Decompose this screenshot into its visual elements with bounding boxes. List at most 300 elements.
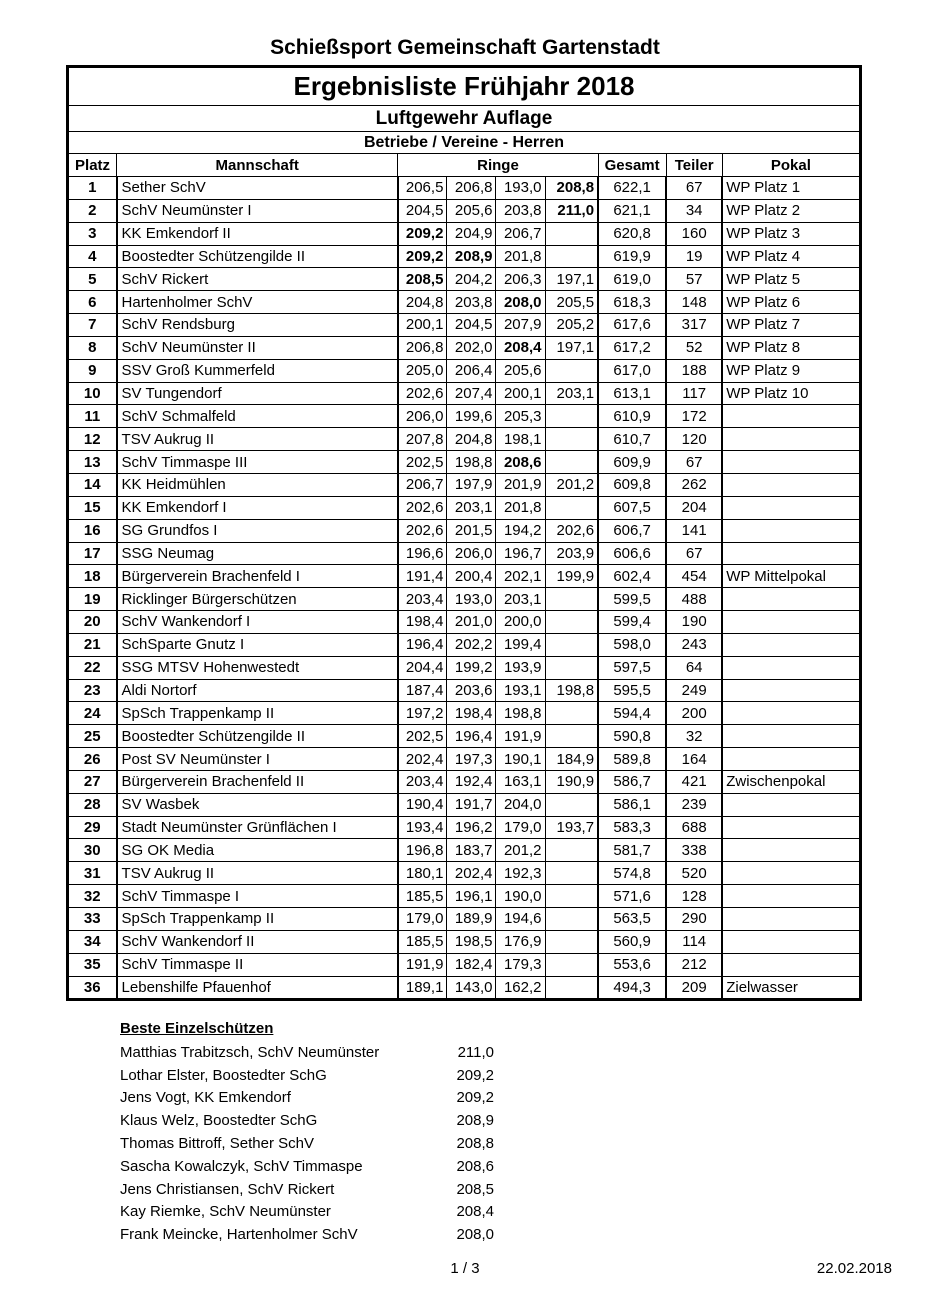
table-row: [68, 336, 861, 359]
ringe-cell-4: [545, 976, 598, 1000]
ringe-cell-3: 196,7: [496, 542, 545, 565]
pokal-cell: WP Platz 9: [722, 359, 860, 382]
ringe-cell-3: 203,1: [496, 588, 545, 611]
teiler-cell: 52: [666, 336, 722, 359]
teiler-cell: 212: [666, 953, 722, 976]
ringe-cell-1: 207,8: [398, 428, 447, 451]
ringe-cell-2: 193,0: [447, 588, 496, 611]
teiler-cell: 160: [666, 222, 722, 245]
shooter-name: Thomas Bittroff, Sether SchV: [120, 1135, 314, 1153]
table-row: [68, 748, 861, 771]
pokal-cell: [722, 656, 860, 679]
ringe-cell-1: 202,6: [398, 496, 447, 519]
ringe-cell-2: 196,2: [447, 816, 496, 839]
table-row: [68, 930, 861, 953]
pokal-cell: WP Mittelpokal: [722, 565, 860, 588]
ringe-cell-3: 208,0: [496, 291, 545, 314]
team-cell: SSV Groß Kummerfeld: [117, 359, 398, 382]
teiler-cell: 19: [666, 245, 722, 268]
pokal-cell: WP Platz 3: [722, 222, 860, 245]
team-cell: Bürgerverein Brachenfeld I: [117, 565, 398, 588]
pokal-cell: [722, 885, 860, 908]
ringe-cell-1: 203,4: [398, 588, 447, 611]
platz-cell: 21: [68, 633, 117, 656]
platz-cell: 33: [68, 908, 117, 931]
table-row: [68, 519, 861, 542]
team-cell: Post SV Neumünster I: [117, 748, 398, 771]
ringe-cell-3: 201,2: [496, 839, 545, 862]
ringe-cell-2: 183,7: [447, 839, 496, 862]
ringe-cell-4: [545, 611, 598, 634]
platz-cell: 26: [68, 748, 117, 771]
ringe-cell-3: 163,1: [496, 770, 545, 793]
platz-cell: 23: [68, 679, 117, 702]
ringe-cell-4: 208,8: [545, 177, 598, 200]
pokal-cell: WP Platz 8: [722, 336, 860, 359]
team-cell: SV Wasbek: [117, 793, 398, 816]
platz-cell: 4: [68, 245, 117, 268]
table-row: [68, 245, 861, 268]
platz-cell: 5: [68, 268, 117, 291]
teiler-cell: 209: [666, 976, 722, 1000]
shooter-score: 208,4: [456, 1203, 494, 1221]
ringe-cell-3: 190,1: [496, 748, 545, 771]
category-title: Betriebe / Vereine - Herren: [68, 132, 861, 154]
ringe-cell-4: [545, 908, 598, 931]
ringe-cell-4: [545, 839, 598, 862]
shooter-score: 208,9: [456, 1112, 494, 1130]
col-header-platz: Platz: [68, 154, 117, 177]
shooter-score: 211,0: [457, 1043, 494, 1061]
ringe-cell-2: 191,7: [447, 793, 496, 816]
gesamt-cell: 594,4: [598, 702, 666, 725]
platz-cell: 27: [68, 770, 117, 793]
shooter-score: 208,0: [456, 1226, 494, 1244]
ringe-cell-2: 199,2: [447, 656, 496, 679]
teiler-cell: 164: [666, 748, 722, 771]
table-row: [68, 702, 861, 725]
ringe-cell-4: 190,9: [545, 770, 598, 793]
ringe-cell-1: 191,4: [398, 565, 447, 588]
ringe-cell-2: 207,4: [447, 382, 496, 405]
team-cell: Stadt Neumünster Grünflächen I: [117, 816, 398, 839]
ringe-cell-2: 198,8: [447, 451, 496, 474]
col-header-ringe: Ringe: [398, 154, 598, 177]
team-cell: SchV Schmalfeld: [117, 405, 398, 428]
pokal-cell: [722, 839, 860, 862]
best-shooter-row: [120, 1132, 494, 1155]
gesamt-cell: 602,4: [598, 565, 666, 588]
table-row: [68, 611, 861, 634]
ringe-cell-2: 202,4: [447, 862, 496, 885]
ringe-cell-1: 180,1: [398, 862, 447, 885]
ringe-cell-3: 194,6: [496, 908, 545, 931]
team-cell: Lebenshilfe Pfauenhof: [117, 976, 398, 1000]
ringe-cell-4: [545, 633, 598, 656]
pokal-cell: WP Platz 2: [722, 199, 860, 222]
gesamt-cell: 622,1: [598, 177, 666, 200]
shooter-score: 208,6: [456, 1157, 494, 1175]
best-shooters-section: [120, 1020, 494, 1246]
gesamt-cell: 621,1: [598, 199, 666, 222]
pokal-cell: [722, 953, 860, 976]
gesamt-cell: 609,8: [598, 473, 666, 496]
team-cell: SchV Timmaspe I: [117, 885, 398, 908]
ringe-cell-4: 199,9: [545, 565, 598, 588]
ringe-cell-3: 190,0: [496, 885, 545, 908]
ringe-cell-1: 200,1: [398, 314, 447, 337]
best-shooter-row: [120, 1155, 494, 1178]
platz-cell: 29: [68, 816, 117, 839]
shooter-name: Jens Vogt, KK Emkendorf: [120, 1089, 291, 1107]
ringe-cell-2: 206,0: [447, 542, 496, 565]
teiler-cell: 249: [666, 679, 722, 702]
platz-cell: 36: [68, 976, 117, 1000]
platz-cell: 10: [68, 382, 117, 405]
team-cell: SchV Wankendorf II: [117, 930, 398, 953]
ringe-cell-2: 198,5: [447, 930, 496, 953]
platz-cell: 19: [68, 588, 117, 611]
ringe-cell-2: 198,4: [447, 702, 496, 725]
ringe-cell-3: 201,8: [496, 245, 545, 268]
ringe-cell-4: 205,5: [545, 291, 598, 314]
best-shooter-row: [120, 1064, 494, 1087]
teiler-cell: 67: [666, 542, 722, 565]
ringe-cell-3: 199,4: [496, 633, 545, 656]
team-cell: SchV Wankendorf I: [117, 611, 398, 634]
pokal-cell: WP Platz 1: [722, 177, 860, 200]
ringe-cell-1: 196,4: [398, 633, 447, 656]
pokal-cell: WP Platz 10: [722, 382, 860, 405]
pokal-cell: [722, 793, 860, 816]
team-cell: Sether SchV: [117, 177, 398, 200]
best-shooter-row: [120, 1223, 494, 1246]
table-row: [68, 885, 861, 908]
teiler-cell: 520: [666, 862, 722, 885]
team-cell: SG OK Media: [117, 839, 398, 862]
teiler-cell: 188: [666, 359, 722, 382]
col-header-teiler: Teiler: [666, 154, 722, 177]
ringe-cell-3: 192,3: [496, 862, 545, 885]
ringe-cell-3: 194,2: [496, 519, 545, 542]
results-table: [66, 65, 862, 1001]
ringe-cell-2: 203,8: [447, 291, 496, 314]
page-number: 1 / 3: [450, 1260, 480, 1277]
ringe-cell-3: 205,6: [496, 359, 545, 382]
shooter-name: Lothar Elster, Boostedter SchG: [120, 1066, 327, 1084]
teiler-cell: 34: [666, 199, 722, 222]
ringe-cell-3: 198,1: [496, 428, 545, 451]
pokal-cell: [722, 405, 860, 428]
ringe-cell-1: 190,4: [398, 793, 447, 816]
teiler-cell: 114: [666, 930, 722, 953]
ringe-cell-4: [545, 222, 598, 245]
teiler-cell: 128: [666, 885, 722, 908]
platz-cell: 22: [68, 656, 117, 679]
ringe-cell-2: 199,6: [447, 405, 496, 428]
ringe-cell-2: 203,6: [447, 679, 496, 702]
table-row: [68, 428, 861, 451]
ringe-cell-2: 204,9: [447, 222, 496, 245]
pokal-cell: [722, 908, 860, 931]
gesamt-cell: 553,6: [598, 953, 666, 976]
ringe-cell-2: 200,4: [447, 565, 496, 588]
platz-cell: 9: [68, 359, 117, 382]
platz-cell: 2: [68, 199, 117, 222]
platz-cell: 35: [68, 953, 117, 976]
pokal-cell: [722, 633, 860, 656]
table-row: [68, 976, 861, 1000]
ringe-cell-2: 197,3: [447, 748, 496, 771]
ringe-cell-2: 204,2: [447, 268, 496, 291]
table-row: [68, 679, 861, 702]
table-row: [68, 633, 861, 656]
gesamt-cell: 620,8: [598, 222, 666, 245]
table-row: [68, 770, 861, 793]
teiler-cell: 421: [666, 770, 722, 793]
platz-cell: 15: [68, 496, 117, 519]
ringe-cell-3: 202,1: [496, 565, 545, 588]
ringe-cell-4: 193,7: [545, 816, 598, 839]
ringe-cell-1: 204,4: [398, 656, 447, 679]
ringe-cell-1: 196,8: [398, 839, 447, 862]
shooter-name: Frank Meincke, Hartenholmer SchV: [120, 1226, 358, 1244]
table-row: [68, 656, 861, 679]
ringe-cell-2: 205,6: [447, 199, 496, 222]
ringe-cell-1: 179,0: [398, 908, 447, 931]
teiler-cell: 190: [666, 611, 722, 634]
team-cell: SchV Neumünster II: [117, 336, 398, 359]
ringe-cell-2: 208,9: [447, 245, 496, 268]
gesamt-cell: 607,5: [598, 496, 666, 519]
ringe-cell-1: 185,5: [398, 930, 447, 953]
gesamt-cell: 586,7: [598, 770, 666, 793]
ringe-cell-4: [545, 405, 598, 428]
platz-cell: 20: [68, 611, 117, 634]
ringe-cell-1: 202,5: [398, 451, 447, 474]
ringe-cell-2: 204,8: [447, 428, 496, 451]
ringe-cell-3: 200,0: [496, 611, 545, 634]
ringe-cell-2: 203,1: [447, 496, 496, 519]
team-cell: SchV Rendsburg: [117, 314, 398, 337]
team-cell: Bürgerverein Brachenfeld II: [117, 770, 398, 793]
ringe-cell-1: 206,0: [398, 405, 447, 428]
ringe-cell-3: 193,1: [496, 679, 545, 702]
table-row: [68, 953, 861, 976]
team-cell: SchSparte Gnutz I: [117, 633, 398, 656]
ringe-cell-1: 197,2: [398, 702, 447, 725]
table-row: [68, 588, 861, 611]
ringe-cell-1: 204,5: [398, 199, 447, 222]
ringe-cell-3: 198,8: [496, 702, 545, 725]
ringe-cell-3: 193,0: [496, 177, 545, 200]
teiler-cell: 239: [666, 793, 722, 816]
pokal-cell: [722, 748, 860, 771]
ringe-cell-1: 198,4: [398, 611, 447, 634]
table-row: [68, 405, 861, 428]
best-shooter-row: [120, 1109, 494, 1132]
shooter-name: Klaus Welz, Boostedter SchG: [120, 1112, 318, 1130]
table-row: [68, 496, 861, 519]
ringe-cell-1: 189,1: [398, 976, 447, 1000]
ringe-cell-1: 193,4: [398, 816, 447, 839]
document-date: 22.02.2018: [816, 1260, 892, 1277]
platz-cell: 24: [68, 702, 117, 725]
ringe-cell-2: 206,4: [447, 359, 496, 382]
teiler-cell: 488: [666, 588, 722, 611]
ringe-cell-4: [545, 245, 598, 268]
team-cell: SchV Neumünster I: [117, 199, 398, 222]
teiler-cell: 67: [666, 451, 722, 474]
table-row: [68, 839, 861, 862]
team-cell: Aldi Nortorf: [117, 679, 398, 702]
ringe-cell-3: 201,9: [496, 473, 545, 496]
table-row: [68, 862, 861, 885]
teiler-cell: 32: [666, 725, 722, 748]
platz-cell: 18: [68, 565, 117, 588]
table-row: [68, 268, 861, 291]
gesamt-cell: 610,7: [598, 428, 666, 451]
pokal-cell: [722, 496, 860, 519]
platz-cell: 16: [68, 519, 117, 542]
gesamt-cell: 606,7: [598, 519, 666, 542]
ringe-cell-2: 189,9: [447, 908, 496, 931]
table-row: [68, 542, 861, 565]
pokal-cell: [722, 519, 860, 542]
team-cell: SSG MTSV Hohenwestedt: [117, 656, 398, 679]
platz-cell: 30: [68, 839, 117, 862]
ringe-cell-4: [545, 702, 598, 725]
shooter-score: 208,8: [456, 1135, 494, 1153]
ringe-cell-2: 204,5: [447, 314, 496, 337]
ringe-cell-4: 197,1: [545, 336, 598, 359]
shooter-name: Matthias Trabitzsch, SchV Neumünster: [120, 1043, 380, 1061]
team-cell: KK Emkendorf II: [117, 222, 398, 245]
ringe-cell-4: [545, 656, 598, 679]
shooter-name: Kay Riemke, SchV Neumünster: [120, 1203, 331, 1221]
gesamt-cell: 586,1: [598, 793, 666, 816]
pokal-cell: [722, 451, 860, 474]
shooter-score: 209,2: [456, 1066, 494, 1084]
teiler-cell: 141: [666, 519, 722, 542]
ringe-cell-4: 211,0: [545, 199, 598, 222]
ringe-cell-3: 207,9: [496, 314, 545, 337]
pokal-cell: [722, 725, 860, 748]
pokal-cell: WP Platz 6: [722, 291, 860, 314]
ringe-cell-3: 208,4: [496, 336, 545, 359]
table-row: [68, 451, 861, 474]
gesamt-cell: 619,0: [598, 268, 666, 291]
pokal-cell: [722, 428, 860, 451]
teiler-cell: 117: [666, 382, 722, 405]
ringe-cell-4: 201,2: [545, 473, 598, 496]
ringe-cell-1: 204,8: [398, 291, 447, 314]
gesamt-cell: 581,7: [598, 839, 666, 862]
ringe-cell-4: [545, 953, 598, 976]
team-cell: KK Heidmühlen: [117, 473, 398, 496]
shooter-score: 208,5: [456, 1180, 494, 1198]
ringe-cell-3: 162,2: [496, 976, 545, 1000]
shooter-score: 209,2: [456, 1089, 494, 1107]
gesamt-cell: 589,8: [598, 748, 666, 771]
best-shooter-row: [120, 1041, 494, 1064]
gesamt-cell: 610,9: [598, 405, 666, 428]
platz-cell: 28: [68, 793, 117, 816]
ringe-cell-3: 179,3: [496, 953, 545, 976]
platz-cell: 13: [68, 451, 117, 474]
platz-cell: 17: [68, 542, 117, 565]
ringe-cell-4: [545, 496, 598, 519]
platz-cell: 6: [68, 291, 117, 314]
ringe-cell-2: 202,0: [447, 336, 496, 359]
gesamt-cell: 571,6: [598, 885, 666, 908]
ringe-cell-1: 206,7: [398, 473, 447, 496]
ringe-cell-2: 201,0: [447, 611, 496, 634]
ringe-cell-1: 208,5: [398, 268, 447, 291]
ringe-cell-2: 182,4: [447, 953, 496, 976]
teiler-cell: 290: [666, 908, 722, 931]
ringe-cell-1: 202,6: [398, 382, 447, 405]
teiler-cell: 243: [666, 633, 722, 656]
ringe-cell-1: 202,5: [398, 725, 447, 748]
team-cell: Hartenholmer SchV: [117, 291, 398, 314]
ringe-cell-1: 185,5: [398, 885, 447, 908]
pokal-cell: [722, 473, 860, 496]
ringe-cell-4: [545, 359, 598, 382]
gesamt-cell: 583,3: [598, 816, 666, 839]
ringe-cell-3: 176,9: [496, 930, 545, 953]
ringe-cell-4: [545, 725, 598, 748]
ringe-cell-3: 204,0: [496, 793, 545, 816]
teiler-cell: 338: [666, 839, 722, 862]
table-row: [68, 816, 861, 839]
ringe-cell-2: 143,0: [447, 976, 496, 1000]
ringe-cell-3: 179,0: [496, 816, 545, 839]
ringe-cell-1: 206,8: [398, 336, 447, 359]
teiler-cell: 688: [666, 816, 722, 839]
col-header-mannschaft: Mannschaft: [117, 154, 398, 177]
teiler-cell: 57: [666, 268, 722, 291]
ringe-cell-2: 197,9: [447, 473, 496, 496]
teiler-cell: 67: [666, 177, 722, 200]
teiler-cell: 120: [666, 428, 722, 451]
platz-cell: 7: [68, 314, 117, 337]
ringe-cell-2: 196,1: [447, 885, 496, 908]
teiler-cell: 148: [666, 291, 722, 314]
team-cell: Boostedter Schützengilde II: [117, 725, 398, 748]
ringe-cell-4: 184,9: [545, 748, 598, 771]
shooter-name: Jens Christiansen, SchV Rickert: [120, 1180, 335, 1198]
table-row: [68, 177, 861, 200]
team-cell: SpSch Trappenkamp II: [117, 908, 398, 931]
col-header-pokal: Pokal: [722, 154, 860, 177]
team-cell: Ricklinger Bürgerschützen: [117, 588, 398, 611]
gesamt-cell: 595,5: [598, 679, 666, 702]
ringe-cell-2: 192,4: [447, 770, 496, 793]
teiler-cell: 204: [666, 496, 722, 519]
pokal-cell: [722, 816, 860, 839]
ringe-cell-1: 196,6: [398, 542, 447, 565]
pokal-cell: WP Platz 5: [722, 268, 860, 291]
ringe-cell-4: [545, 885, 598, 908]
list-title: Ergebnisliste Frühjahr 2018: [68, 67, 861, 106]
ringe-cell-1: 203,4: [398, 770, 447, 793]
ringe-cell-1: 202,6: [398, 519, 447, 542]
ringe-cell-3: 206,3: [496, 268, 545, 291]
gesamt-cell: 563,5: [598, 908, 666, 931]
pokal-cell: [722, 611, 860, 634]
team-cell: SchV Rickert: [117, 268, 398, 291]
